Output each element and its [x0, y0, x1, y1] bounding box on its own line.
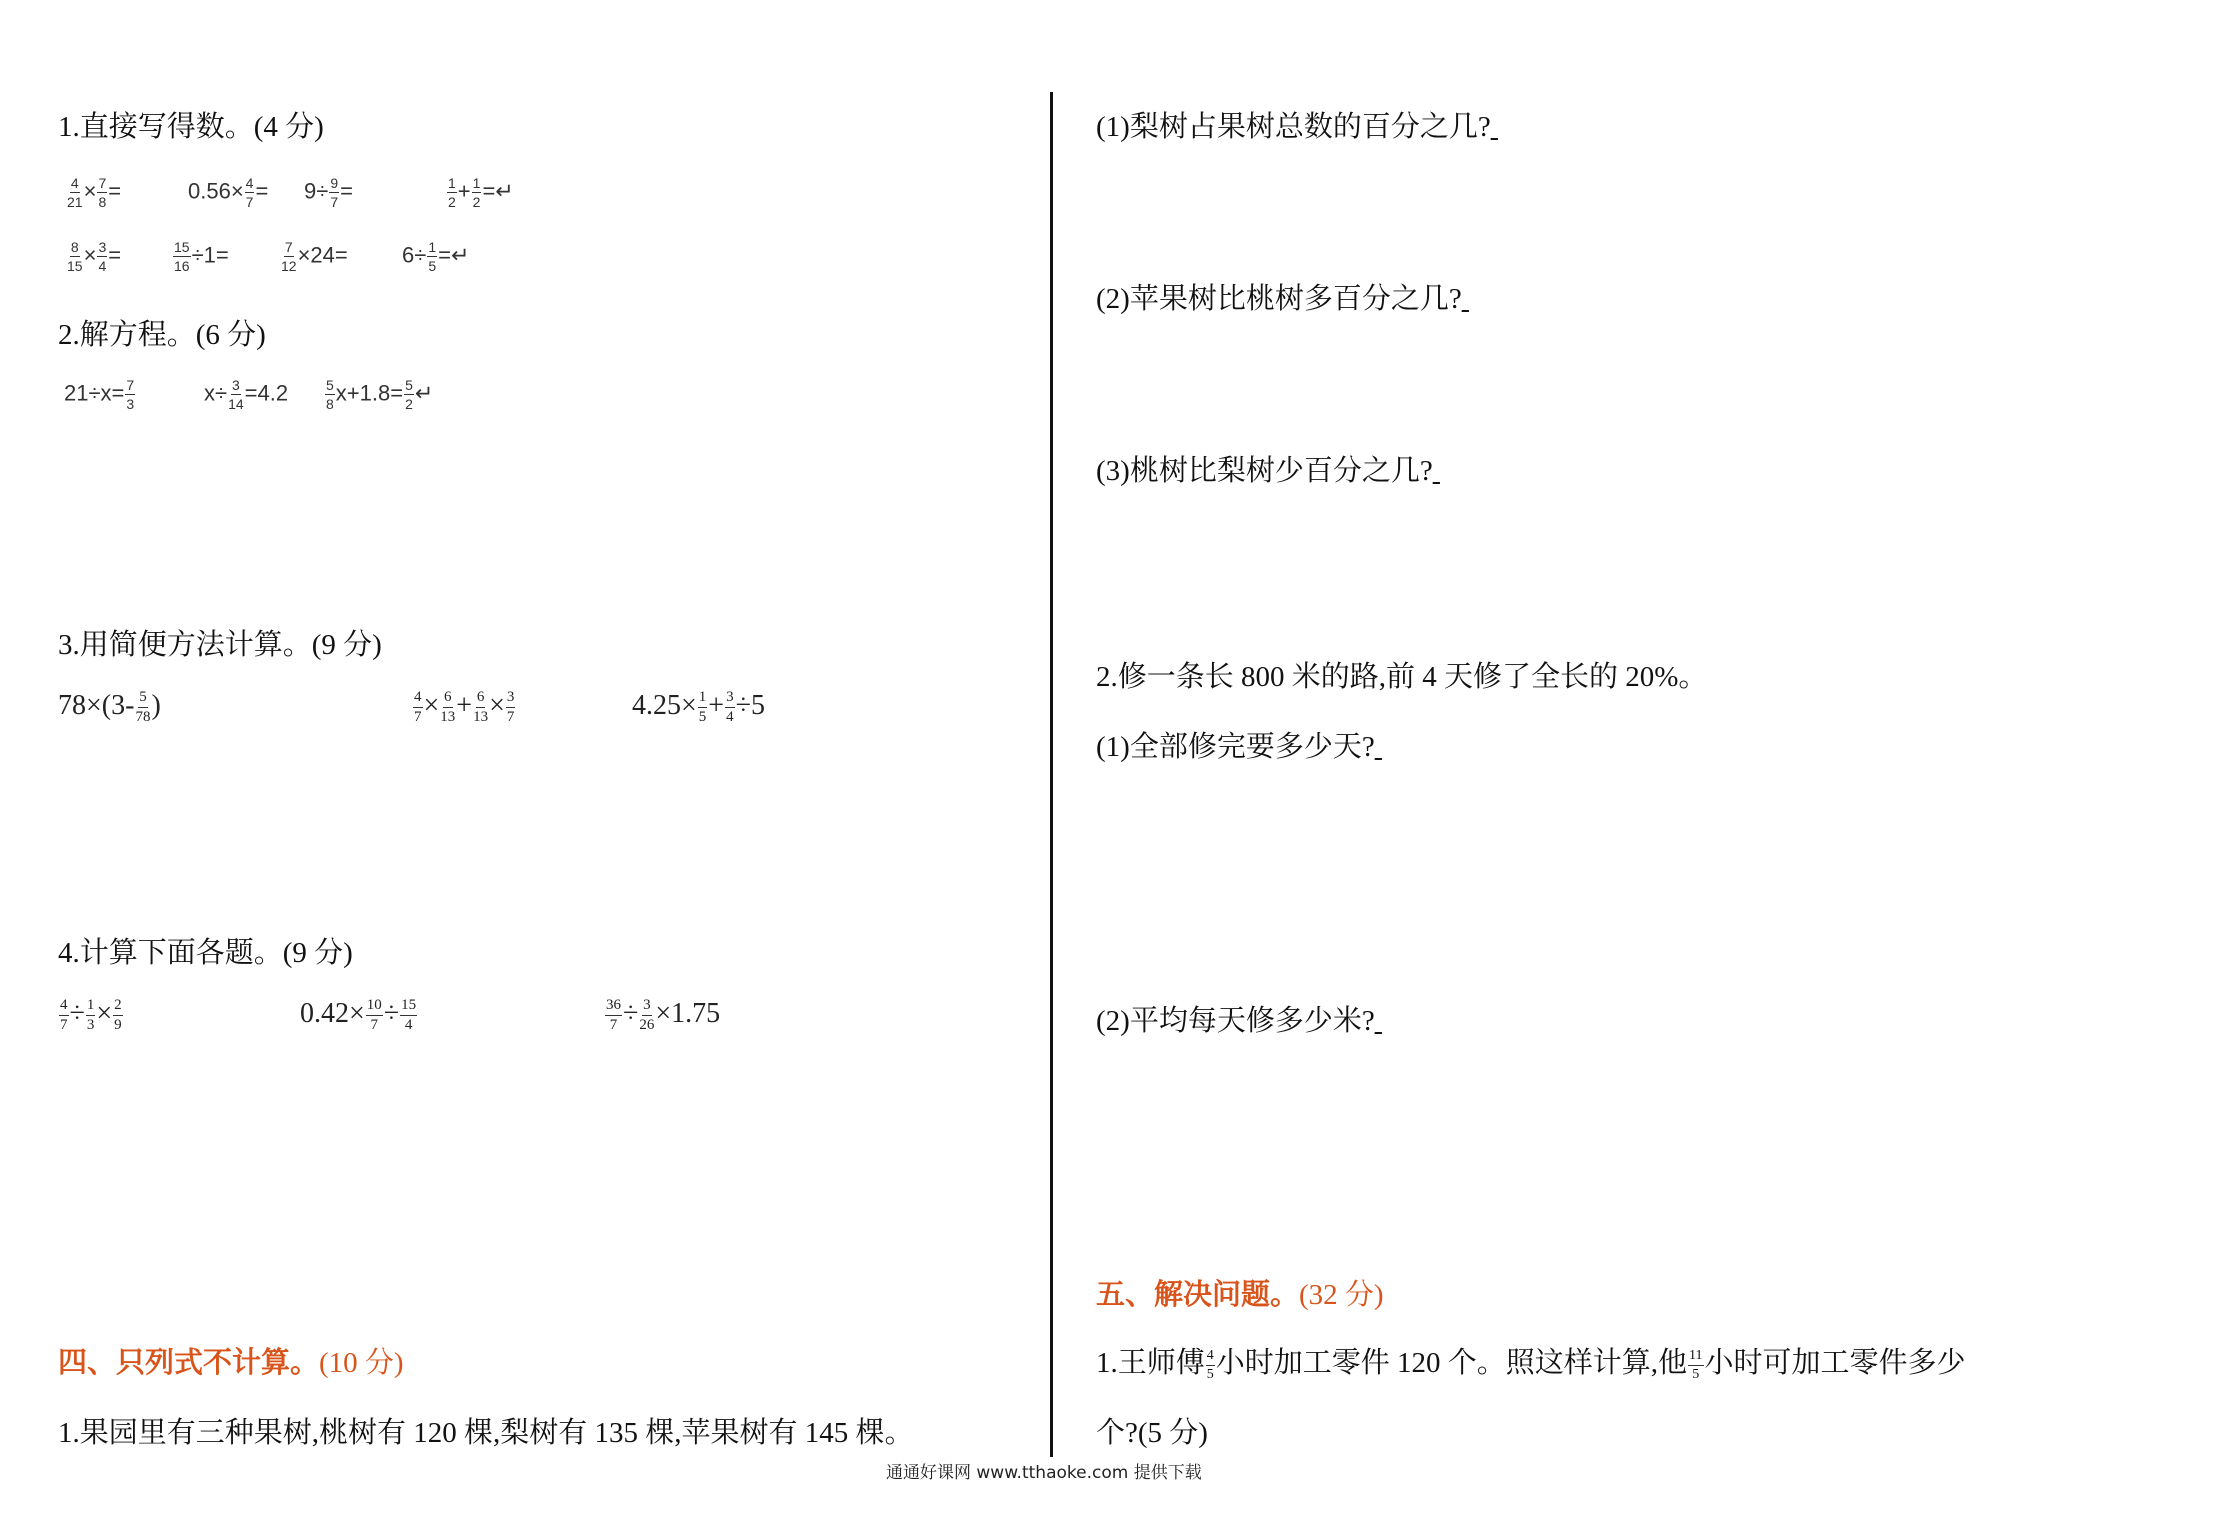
- right-p2: (2)苹果树比桃树多百分之几?: [1096, 283, 1462, 315]
- q4-expr-3: $\frac{36}{7}$ ÷ $\frac{3}{26}$ ×1.75: [606, 997, 721, 1034]
- section-5-q1-line1: 1.王师傅 $\frac{4}{5}$ 小时加工零件 120 个。照这样计算,他 $\frac{11}{5}$ 小时可加工零件多少: [1096, 1347, 1966, 1382]
- q2-eq-2: x÷ $\frac{3}{14}$ =4.2: [204, 377, 289, 412]
- page-footer: 通通好课网 www.tthaoke.com 提供下载: [886, 1463, 1202, 1483]
- q1-item-8: 6÷ $\frac{1}{5}$ =↵: [402, 239, 470, 274]
- q4-expr-2: 0.42× $\frac{10}{7}$ ÷ $\frac{15}{4}$: [300, 997, 417, 1034]
- q3-title: 3.用简便方法计算。(9 分): [58, 629, 382, 661]
- q1-item-3: 9÷ $\frac{9}{7}$ =: [304, 175, 353, 210]
- q2-eq-1: 21÷x= $\frac{7}{3}$: [64, 377, 135, 412]
- q1-item-7: $\frac{7}{12}$ ×24=: [281, 239, 348, 274]
- q1-item-1: $\frac{4}{21}$ × $\frac{7}{8}$ =: [67, 175, 122, 210]
- q3-expr-1: 78×(3- $\frac{5}{78}$ ): [58, 689, 161, 726]
- q1-item-2: 0.56× $\frac{4}{7}$ =: [188, 175, 269, 210]
- right-q2: 2.修一条长 800 米的路,前 4 天修了全长的 20%。: [1096, 661, 1708, 693]
- q3-expr-2: $\frac{4}{7}$ × $\frac{6}{13}$ + $\frac{6}{13}$ × $\frac{3}{7}$: [414, 689, 515, 726]
- q1-title: 1.直接写得数。(4 分): [58, 111, 324, 143]
- right-q2-1: (1)全部修完要多少天?: [1096, 731, 1375, 763]
- q1-item-5: $\frac{8}{15}$ × $\frac{3}{4}$ =: [67, 239, 122, 274]
- q2-title: 2.解方程。(6 分): [58, 319, 266, 351]
- q1-item-4: $\frac{1}{2}$ + $\frac{1}{2}$ =↵: [448, 175, 514, 210]
- section-4-q1: 1.果园里有三种果树,桃树有 120 棵,梨树有 135 棵,苹果树有 145 棵。: [58, 1417, 914, 1449]
- right-p1: (1)梨树占果树总数的百分之几?: [1096, 111, 1491, 143]
- q1-item-6: $\frac{15}{16}$ ÷1=: [174, 239, 229, 274]
- section-4-heading: 四、只列式不计算。(10 分): [58, 1347, 404, 1379]
- q2-eq-3: $\frac{5}{8}$ x+1.8= $\frac{5}{2}$ ↵: [326, 377, 434, 412]
- right-q2-2: (2)平均每天修多少米?: [1096, 1005, 1375, 1037]
- q4-title: 4.计算下面各题。(9 分): [58, 937, 353, 969]
- right-p3: (3)桃树比梨树少百分之几?: [1096, 455, 1433, 487]
- section-5-q1-line2: 个?(5 分): [1096, 1417, 1208, 1449]
- q3-expr-3: 4.25× $\frac{1}{5}$ + $\frac{3}{4}$ ÷5: [632, 689, 765, 726]
- column-divider: [1050, 92, 1053, 1457]
- section-5-heading: 五、解决问题。(32 分): [1096, 1279, 1384, 1311]
- q4-expr-1: $\frac{4}{7}$ ÷ $\frac{1}{3}$ × $\frac{2}{9}$: [60, 997, 122, 1034]
